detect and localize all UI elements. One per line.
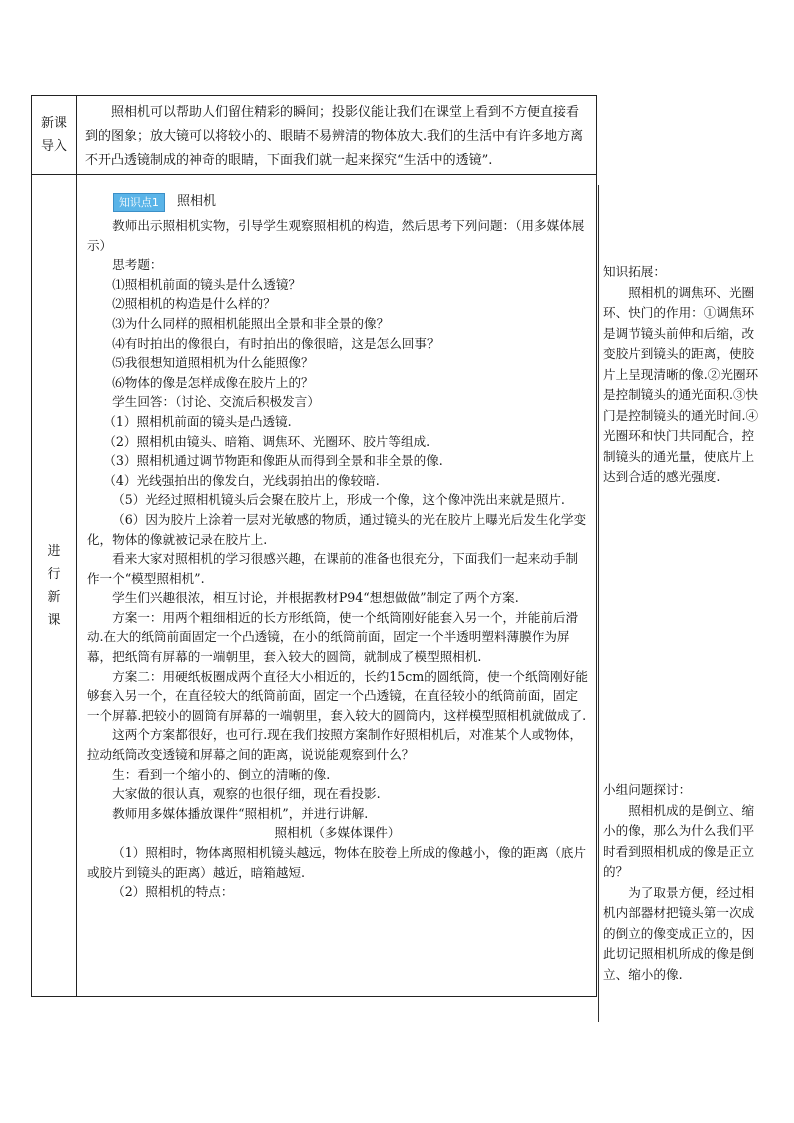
paragraph: 大家做的很认真，观察的也很仔细，现在看投影. [112, 786, 381, 802]
paragraph: 教师用多媒体播放课件“照相机”，并进行讲解. [112, 805, 369, 821]
paragraph: （3）照相机通过调节物距和像距从而得到全景和非全景的像. [103, 453, 443, 469]
side-note-heading: 小组问题探讨： [603, 782, 692, 797]
intro-label-text: 新课 导入 [40, 116, 67, 154]
paragraph: 学生回答：（讨论、交流后积极发言） [112, 394, 320, 410]
paragraph: 照相机（多媒体课件） [274, 825, 401, 841]
paragraph: 看来大家对照相机的学习很感兴趣，在课前的准备也很充分，下面我们一起来动手制作一个“模型照相机”. [86, 551, 579, 586]
main-label-char: 行 [47, 566, 61, 582]
side-column-divider [598, 185, 599, 1022]
side-note-question: 照相机成的是倒立、缩小的像，那么为什么我们平时看到照相机成的像是正立的？ [603, 802, 755, 879]
knowledge-point-heading [87, 191, 588, 213]
intro-text: 照相机可以帮助人们留住精彩的瞬间；投影仪能让我们在课堂上看到不方便直接看到的图象；放大镜可以将较小的、眼睛不易辨清的物体放大.我们的生活中有许多地方离不开凸透镜制成的神奇的眼睛，下面我们就一起来探究“生活中的透镜”. [84, 105, 584, 168]
paragraph: ⑵照相机的构造是什么样的？ [112, 296, 276, 312]
paragraph: 生：看到一个缩小的、倒立的清晰的像. [112, 766, 331, 782]
paragraph: 教师出示照相机实物，引导学生观察照相机的构造，然后思考下列问题：（用多媒体展示） [86, 218, 585, 253]
intro-row [32, 96, 597, 175]
knowledge-point-title: 照相机 [176, 194, 216, 210]
main-row [32, 175, 597, 997]
intro-content-cell [76, 96, 596, 175]
paragraph: 方案二：用硬纸板圈成两个直径大小相近的，长约15cm的圆纸筒，使一个纸筒刚好能够套入另一个，在直径较大的纸筒前面，固定一个凸透镜，在直径较小的纸筒前面，固定一个屏幕.把较小的圆筒有屏幕的一端朝里，套入较大的圆筒内，这样模型照相机就做成了. [86, 668, 588, 723]
main-content-cell [76, 175, 596, 997]
side-note-discussion [603, 780, 763, 985]
paragraph: （5）光经过照相机镜头后会聚在胶片上，形成一个像，这个像冲洗出来就是照片. [112, 492, 565, 508]
intro-label [32, 112, 76, 158]
paragraph: 思考题： [112, 257, 163, 273]
side-note-answer: 为了取景方便，经过相机内部器材把镜头第一次成的倒立的像变成正立的，因此切记照相机所成的像是倒立、缩小的像. [603, 884, 755, 982]
paragraph: （2）照相机由镜头、暗箱、调焦环、光圈环、胶片等组成. [103, 433, 431, 449]
paragraph: ⑸我很想知道照相机为什么能照像？ [112, 355, 314, 371]
paragraph: 方案一：用两个粗细相近的长方形纸筒，使一个纸筒刚好能套入另一个，并能前后滑动.在大的纸筒前面固定一个凸透镜，在小的纸筒前面，固定一个半透明塑料薄膜作为屏幕，把纸筒有屏幕的一端朝里，套入较大的圆筒，就制成了模型照相机. [86, 609, 579, 665]
main-label-cell [32, 175, 77, 997]
main-label-char: 课 [47, 612, 61, 628]
paragraph: （1）照相机前面的镜头是凸透镜. [103, 413, 292, 429]
main-label-char: 新 [47, 589, 61, 605]
paragraph: （1）照相时，物体离照相机镜头越远，物体在胶卷上所成的像越小，像的距离（底片或胶片到镜头的距离）越近，暗箱越短. [86, 845, 587, 880]
side-note-body: 照相机的调焦环、光圈环、快门的作用：①调焦环是调节镜头前伸和后缩，改变胶片到镜头的距离，使胶片上呈现清晰的像.②光圈环是控制镜头的通光面积.③快门是控制镜头的通光时间.④光圈环和快门共同配合，控制镜头的通光量，使底片上达到合适的感光强度. [603, 284, 759, 484]
main-content [77, 175, 596, 996]
paragraph: （2）照相机的特点： [112, 884, 234, 900]
knowledge-point-badge: 知识点1 [113, 193, 165, 212]
paragraph: ⑷有时拍出的像很白，有时拍出的像很暗，这是怎么回事？ [112, 335, 440, 351]
paragraph: （4）光线强拍出的像发白，光线弱拍出的像较暗. [103, 472, 380, 488]
side-note-extension [603, 262, 763, 488]
lesson-table [31, 95, 597, 997]
paragraph-list [87, 216, 588, 902]
paragraph: 这两个方案都很好，也可行.现在我们按照方案制作好照相机后，对准某个人或物体，拉动纸筒改变透镜和屏幕之间的距离，说说能观察到什么？ [86, 727, 583, 763]
paragraph: ⑹物体的像是怎样成像在胶片上的？ [112, 374, 314, 390]
paragraph: ⑶为什么同样的照相机能照出全景和非全景的像？ [112, 315, 390, 331]
paragraph: 学生们兴趣很浓，相互讨论，并根据教材P94“想想做做”制定了两个方案. [112, 590, 519, 606]
paragraph: （6）因为胶片上涂着一层对光敏感的物质，通过镜头的光在胶片上曝光后发生化学变化，物体的像就被记录在胶片上. [86, 511, 587, 547]
main-label [32, 540, 76, 632]
intro-label-cell [32, 96, 77, 175]
main-label-char: 进 [47, 543, 61, 559]
paragraph: ⑴照相机前面的镜头是什么透镜？ [112, 276, 302, 292]
side-note-heading: 知识拓展： [603, 264, 666, 279]
